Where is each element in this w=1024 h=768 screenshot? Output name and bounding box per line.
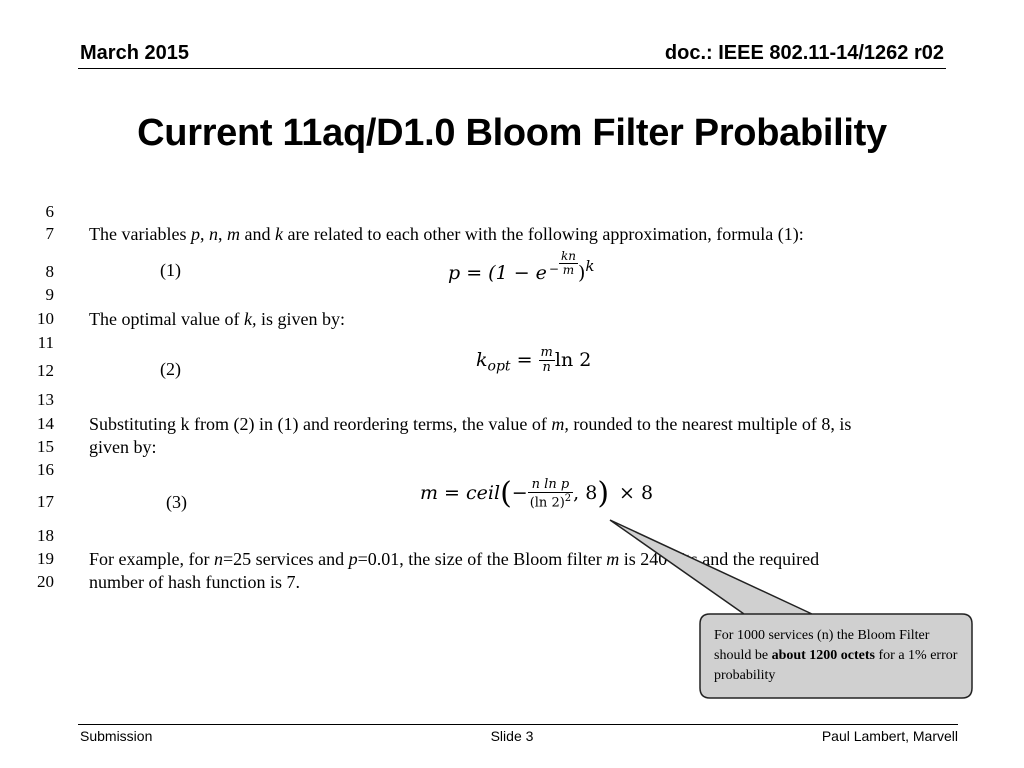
line-number: 20 — [37, 572, 54, 591]
eq1-lhs: p = (1 − e — [448, 262, 547, 284]
eq3-den-base: (ln 2) — [529, 495, 565, 511]
eq3-den-power: 2 — [564, 492, 572, 504]
text-run: =0.01, the size of the Bloom filter — [357, 549, 607, 569]
header-date: March 2015 — [80, 42, 189, 64]
footer-rule — [78, 724, 958, 725]
text-run: Substituting k from (2) in (1) and reordering terms, the value of — [89, 414, 552, 434]
var-m: m, — [551, 414, 569, 434]
line-number: 6 — [45, 202, 54, 221]
var-p: p — [190, 224, 200, 244]
eq2-tail: ln 2 — [554, 348, 592, 371]
line-number: 12 — [37, 361, 54, 380]
eq3-minus: − — [511, 482, 528, 504]
line-number: 17 — [37, 492, 54, 511]
text-run: , — [199, 224, 209, 244]
eq1-exp-sign: − — [548, 262, 559, 277]
line-number: 7 — [45, 224, 54, 243]
text-run: The optimal value of — [89, 309, 244, 329]
eq3-open-paren: ( — [500, 476, 512, 511]
line-number: 8 — [45, 262, 54, 281]
line-number: 18 — [37, 526, 54, 545]
callout-text-run: For 1000 services (n) the Bloom Filter should be — [714, 628, 930, 663]
text-run: rounded to the nearest multiple of 8, is — [568, 414, 852, 434]
text-run: =25 services and — [222, 549, 349, 569]
equation-3-label: (3) — [166, 492, 187, 512]
line-number: 13 — [37, 390, 54, 409]
callout-emphasis: about 1200 octets — [771, 648, 875, 663]
eq3-lhs: m = ceil — [420, 482, 501, 504]
body-line-15: given by: — [89, 437, 157, 457]
footer-submission: Submission — [80, 728, 153, 744]
text-run: is given by: — [256, 309, 345, 329]
eq3-tail: , 8 — [573, 482, 598, 504]
line-number: 16 — [37, 460, 54, 479]
eq2-lhs: k — [476, 348, 488, 371]
eq2-subscript: opt — [487, 358, 511, 375]
var-m: m — [226, 224, 240, 244]
text-run: are related to each other with the following approximation, formula (1): — [282, 224, 804, 244]
eq3-times: × 8 — [619, 482, 654, 504]
footer-author: Paul Lambert, Marvell — [821, 728, 958, 744]
var-m: m — [606, 549, 620, 569]
var-n: n — [208, 224, 218, 244]
eq1-close: ) — [577, 262, 586, 284]
text-run: For example, for — [89, 549, 214, 569]
text-run: is 240 bits and the required — [619, 549, 820, 569]
line-number: 11 — [37, 333, 54, 352]
footer-slide-number: Slide 3 — [490, 728, 534, 744]
eq2-den: n — [542, 360, 551, 376]
var-k: k — [274, 224, 283, 244]
text-run: , — [217, 224, 227, 244]
body-line-20: number of hash function is 7. — [89, 572, 300, 592]
eq2-equals: = — [510, 348, 539, 371]
equation-2-label: (2) — [160, 359, 181, 379]
text-run: and — [239, 224, 275, 244]
callout-text-run: for a 1% error probability — [714, 648, 958, 683]
var-p: p — [348, 549, 358, 569]
callout-text — [714, 626, 966, 686]
var-k: k, — [243, 309, 257, 329]
line-number: 19 — [37, 549, 54, 568]
line-number: 14 — [37, 414, 54, 433]
equation-1-label: (1) — [160, 260, 181, 280]
eq1-exp-den: m — [562, 263, 575, 278]
var-n: n — [213, 549, 223, 569]
slide-title: Current 11aq/D1.0 Bloom Filter Probability — [137, 112, 887, 154]
text-run: The variables — [89, 224, 191, 244]
eq3-num: n ln p — [528, 478, 573, 493]
line-number: 9 — [45, 285, 54, 304]
eq3-close-paren: ) — [597, 476, 610, 511]
eq2-num: m — [540, 345, 553, 360]
eq1-power: k — [585, 257, 595, 275]
line-number: 10 — [37, 309, 54, 328]
line-number: 15 — [37, 437, 54, 456]
header-doc-id: doc.: IEEE 802.11-14/1262 r02 — [664, 42, 944, 64]
eq1-exp-num: kn — [560, 249, 576, 263]
